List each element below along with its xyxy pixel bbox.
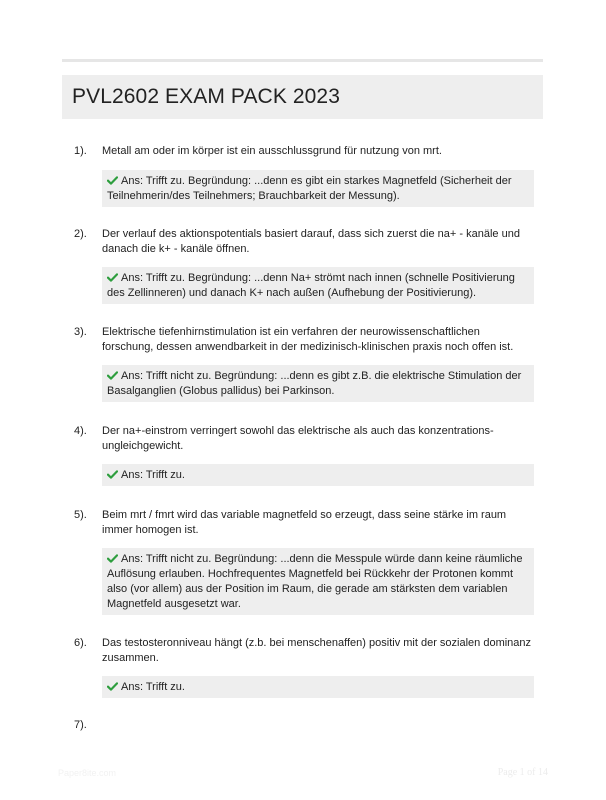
question-number: 6).	[74, 637, 87, 649]
answer-text: Ans: Trifft nicht zu. Begründung: ...denn die Messpule würde dann keine räumliche Auflösung erlauben. Hochfrequentes Magnetfeld bei Rückkehr der Protonen kommt also (vor allem) aus der Position im Raum, die gerade am stärksten dem variablen Magnetfeld ausgesetzt war.	[107, 553, 523, 610]
question-text: Metall am oder im körper ist ein ausschlussgrund für nutzung von mrt.	[102, 145, 442, 157]
check-icon	[107, 554, 118, 563]
question-number: 7).	[74, 719, 87, 731]
check-icon	[107, 470, 118, 479]
check-icon	[107, 682, 118, 691]
answer-box	[102, 464, 534, 486]
answer-text: Ans: Trifft nicht zu. Begründung: ...denn es gibt z.B. die elektrische Stimulation der Basalganglien (Globus pallidus) bei Parkinson.	[107, 370, 522, 397]
check-icon	[107, 371, 118, 380]
answer-box	[102, 267, 534, 304]
answer-text: Ans: Trifft zu. Begründung: ...denn Na+ strömt nach innen (schnelle Positivierung des Zellinneren) und danach K+ nach außen (Aufhebung der Positivierung).	[107, 272, 515, 299]
question-text: Das testosteronniveau hängt (z.b. bei menschenaffen) positiv mit der sozialen dominanz zusammen.	[102, 637, 532, 664]
answer-box	[102, 170, 534, 207]
check-icon	[107, 273, 118, 282]
answer-box	[102, 676, 534, 698]
top-divider	[62, 59, 543, 62]
question-text: Der na+-einstrom verringert sowohl das elektrische als auch das konzentrations-ungleichgewicht.	[102, 425, 494, 452]
page-title: PVL2602 EXAM PACK 2023	[72, 85, 340, 108]
answer-text: Ans: Trifft zu.	[121, 681, 185, 693]
question-text: Der verlauf des aktionspotentials basiert darauf, dass sich zuerst die na+ - kanäle und danach die k+ - kanäle öffnen.	[102, 228, 520, 255]
question-number: 1).	[74, 145, 87, 157]
question-number: 5).	[74, 509, 87, 521]
check-icon	[107, 176, 118, 185]
question-text: Elektrische tiefenhirnstimulation ist ein verfahren der neurowissenschaftlichen forschung, dessen anwendbarkeit in der medizinisch-klinischen praxis noch offen ist.	[102, 326, 514, 353]
answer-box	[102, 548, 534, 615]
footer-site-watermark: Paper8ite.com	[58, 768, 117, 778]
answer-text: Ans: Trifft zu. Begründung: ...denn es gibt ein starkes Magnetfeld (Sicherheit der Teilnehmerin/des Teilnehmers; Brauchbarkeit der Messung).	[107, 175, 512, 202]
question-text: Beim mrt / fmrt wird das variable magnetfeld so erzeugt, dass seine stärke im raum immer homogen ist.	[102, 509, 507, 536]
question-number: 2).	[74, 228, 87, 240]
answer-text: Ans: Trifft zu.	[121, 469, 185, 481]
question-number: 4).	[74, 425, 87, 437]
question-number: 3).	[74, 326, 87, 338]
footer-page-number: Page 1 of 14	[497, 767, 548, 778]
answer-box	[102, 365, 534, 402]
title-bar	[62, 75, 543, 119]
